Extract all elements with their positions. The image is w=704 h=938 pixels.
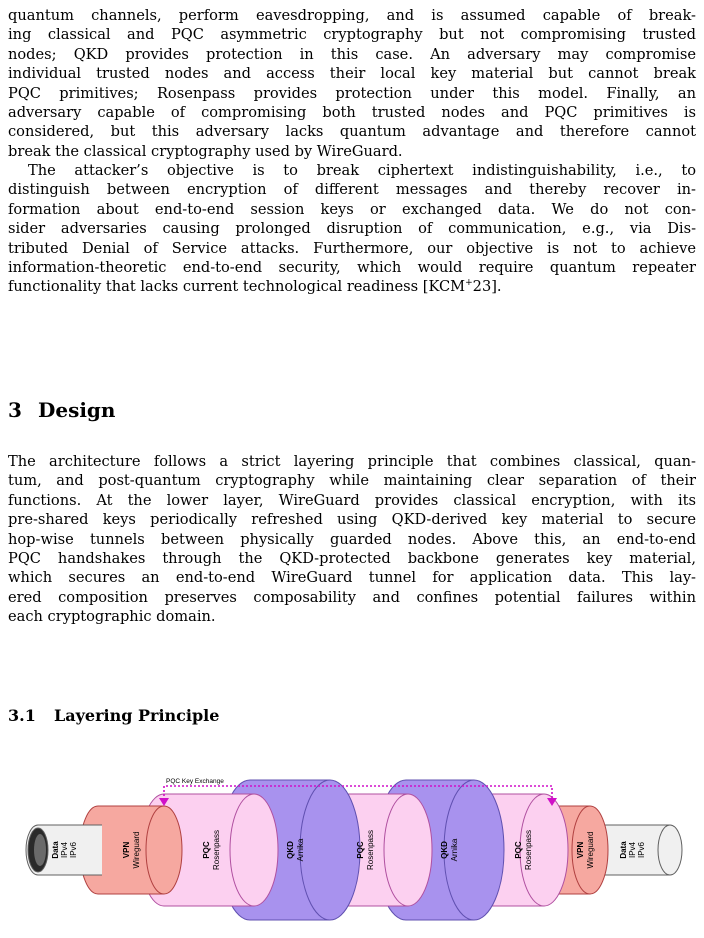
label-data-right <box>619 841 646 859</box>
text-line: The architecture follows a strict layering principle that combines classical, quan- <box>8 453 696 470</box>
svg-text:IPv6: IPv6 <box>637 841 646 859</box>
svg-text:VPN: VPN <box>576 841 585 859</box>
svg-text:PQC: PQC <box>202 841 211 859</box>
label-qkd-1 <box>286 838 305 861</box>
svg-text:Data: Data <box>619 841 628 859</box>
citation-year: 23]. <box>472 278 502 296</box>
text-line-citation <box>8 277 696 296</box>
svg-text:Wireguard: Wireguard <box>132 831 141 869</box>
citation-superscript: + <box>465 278 473 289</box>
text-line: hop-wise tunnels between physically guarded nodes. Above this, an end-to-end <box>8 530 696 548</box>
text-line: tributed Denial of Service attacks. Furthermore, our objective is not to achieve <box>8 239 696 257</box>
svg-text:IPv4: IPv4 <box>60 841 69 859</box>
svg-text:Rosenpass: Rosenpass <box>212 829 221 871</box>
text-line: ing classical and PQC asymmetric cryptography but not compromising trusted <box>8 26 696 44</box>
label-data-left <box>51 841 78 859</box>
svg-text:QKD: QKD <box>286 841 295 859</box>
layering-diagram <box>20 778 692 930</box>
text-line: quantum channels, perform eavesdropping, and is assumed capable of break- <box>8 7 696 24</box>
text-line: information-theoretic end-to-end security, which would require quantum repeater <box>8 259 696 277</box>
text-line: considered, but this adversary lacks quantum advantage and therefore cannot <box>8 123 696 141</box>
arrow-label: PQC Key Exchange <box>166 778 224 785</box>
svg-text:Arnika: Arnika <box>450 838 459 862</box>
svg-text:IPv4: IPv4 <box>628 841 637 859</box>
text-line: The attacker’s objective is to break ciphertext indistinguishability, i.e., to <box>28 162 696 179</box>
svg-text:Wireguard: Wireguard <box>586 831 595 869</box>
section-number: 3 <box>8 398 22 422</box>
text-line: which secures an end-to-end WireGuard tunnel for application data. This lay- <box>8 569 696 587</box>
svg-text:Rosenpass: Rosenpass <box>366 829 375 871</box>
svg-text:PQC: PQC <box>356 841 365 859</box>
text-line: tum, and post-quantum cryptography while maintaining clear separation of their <box>8 472 696 490</box>
text-line: distinguish between encryption of different messages and thereby recover in- <box>8 181 696 199</box>
text-line: functions. At the lower layer, WireGuard provides classical encryption, with its <box>8 491 696 509</box>
text-line: formation about end-to-end session keys or exchanged data. We do not con- <box>8 200 696 218</box>
subsection-title: Layering Principle <box>54 706 220 725</box>
text-line: ered composition preserves composability and confines potential failures within <box>8 588 696 606</box>
text-line: each cryptographic domain. <box>8 608 216 626</box>
text-line: individual trusted nodes and access their local key material but cannot break <box>8 65 696 83</box>
svg-text:Arnika: Arnika <box>296 838 305 862</box>
text-line: PQC primitives; Rosenpass provides protection under this model. Finally, an <box>8 84 696 102</box>
subsection-heading <box>8 706 219 725</box>
label-qkd-2 <box>440 838 459 861</box>
text-line: pre-shared keys periodically refreshed using QKD-derived key material to secure <box>8 511 696 529</box>
paragraph-architecture <box>8 452 696 627</box>
text-line: sider adversaries causing prolonged disruption of communication, e.g., via Dis- <box>8 220 696 238</box>
paragraph-threat-model <box>8 6 696 161</box>
text-line: adversary capable of compromising both trusted nodes and PQC primitives is <box>8 104 696 122</box>
svg-text:Rosenpass: Rosenpass <box>524 829 533 871</box>
section-heading <box>8 398 115 422</box>
section-title: Design <box>38 398 116 422</box>
citation-text: functionality that lacks current technological readiness [KCM <box>8 278 466 296</box>
subsection-number: 3.1 <box>8 706 36 725</box>
svg-text:IPv6: IPv6 <box>69 841 78 859</box>
text-line: nodes; QKD provides protection in this case. An adversary may compromise <box>8 45 696 63</box>
paragraph-attacker-objective <box>8 161 696 297</box>
text-line: break the classical cryptography used by WireGuard. <box>8 142 403 160</box>
text-line: PQC handshakes through the QKD-protected backbone generates key material, <box>8 550 696 568</box>
svg-text:Data: Data <box>51 841 60 859</box>
svg-text:QKD: QKD <box>440 841 449 859</box>
svg-text:VPN: VPN <box>122 841 131 859</box>
svg-text:PQC: PQC <box>514 841 523 859</box>
